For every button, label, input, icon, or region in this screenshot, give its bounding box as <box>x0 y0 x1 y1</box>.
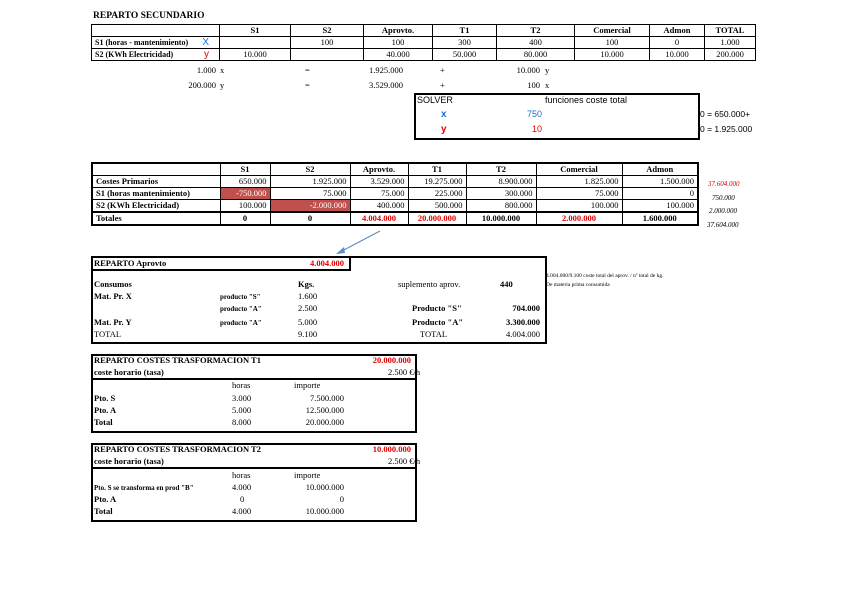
table-cell: 100.000 <box>536 200 622 213</box>
table-cell: 100 <box>291 37 364 49</box>
table-cell: 300.000 <box>466 188 536 200</box>
eq1-b: 1.925.000 <box>369 65 403 75</box>
t2-importe: 0 <box>339 494 344 504</box>
table-cell: 10.000 <box>650 49 705 61</box>
header-cell: T1 <box>408 163 466 176</box>
secundario-title: REPARTO SECUNDARIO <box>93 11 205 21</box>
table-cell: 80.000 <box>497 49 575 61</box>
eq2-b: 3.529.000 <box>369 80 403 90</box>
table-cell: 100 <box>575 37 650 49</box>
table-cell: 0 <box>220 212 270 225</box>
mat-label: Mat. Pr. X <box>94 291 132 301</box>
producto-label: producto "A" <box>220 305 262 313</box>
table-cell: 200.000 <box>705 49 756 61</box>
row-label: S2 (KWh Electricidad) <box>92 200 220 213</box>
producto-label: producto "S" <box>220 293 261 301</box>
t2-row-label: Pto. S se transforma en prod "B" <box>94 484 194 492</box>
kg-value: 2.500 <box>298 303 318 313</box>
table-cell: 100 <box>364 37 433 49</box>
table-cell: 75.000 <box>270 188 350 200</box>
aprovto-total-value: 4.004.000 <box>506 329 540 339</box>
kg-value: 1.600 <box>298 291 318 301</box>
t1-importe: 7.500.000 <box>310 393 344 403</box>
t2-row-label: Pto. A <box>94 494 117 504</box>
table-cell: 8.900.000 <box>466 176 536 188</box>
table-cell: 2.000.000 <box>536 212 622 225</box>
table-cell: 300 <box>433 37 497 49</box>
table-cell: 225.000 <box>408 188 466 200</box>
t2-importe: 10.000.000 <box>305 482 344 492</box>
eq2-a-var: y <box>220 80 225 90</box>
solver-y-value: 10 <box>531 124 542 134</box>
aprovto-total-label: TOTAL <box>420 329 448 339</box>
primarios-header-row <box>92 163 698 176</box>
header-cell: S2 <box>270 163 350 176</box>
table-cell: 40.000 <box>364 49 433 61</box>
side-total-4: 37.604.000 <box>707 221 739 229</box>
t2-horas-header: horas <box>232 470 251 480</box>
table-row <box>92 37 756 49</box>
header-cell: Comercial <box>575 25 650 37</box>
t2-title: REPARTO COSTES TRASFORMACION T2 <box>94 444 261 454</box>
t2-importe: 10.000.000 <box>305 506 344 516</box>
t1-importe: 12.500.000 <box>305 405 344 415</box>
table-row <box>92 176 698 188</box>
table-cell: 1.000 <box>705 37 756 49</box>
row-label-text: S2 (KWh Electricidad) <box>95 50 174 59</box>
variable-y: y <box>204 49 209 60</box>
consumos-header: Consumos <box>94 279 132 289</box>
t1-total: 20.000.000 <box>372 355 411 365</box>
solver-subtitle: funciones coste total <box>545 95 628 105</box>
t1-row-label: Total <box>94 417 113 427</box>
table-cell: 10.000 <box>575 49 650 61</box>
header-cell: Aprovto. <box>350 163 408 176</box>
t2-horas: 4.000 <box>232 482 252 492</box>
table-cell: 1.825.000 <box>536 176 622 188</box>
mat-label: TOTAL <box>94 329 122 339</box>
solver-x-value: 750 <box>526 109 542 119</box>
table-cell: 1.500.000 <box>622 176 698 188</box>
eq2-op: = <box>305 80 310 90</box>
row-label <box>92 49 220 61</box>
kg-value: 9.100 <box>298 329 318 339</box>
table-cell: 10.000.000 <box>466 212 536 225</box>
producto-a-value: 3.300.000 <box>506 317 540 327</box>
variable-x: X <box>202 37 209 48</box>
table-row <box>92 188 698 200</box>
table-cell: 75.000 <box>350 188 408 200</box>
header-cell: Comercial <box>536 163 622 176</box>
t1-title: REPARTO COSTES TRASFORMACION T1 <box>94 355 261 365</box>
producto-a-label: Producto "A" <box>412 317 464 327</box>
table-cell: 100.000 <box>220 200 270 213</box>
table-cell-highlight: -2.000.000 <box>270 200 350 213</box>
producto-label: producto "A" <box>220 319 262 327</box>
mat-label: Mat. Pr. Y <box>94 317 132 327</box>
table-cell: 650.000 <box>220 176 270 188</box>
eq2-a: 200.000 <box>188 80 216 90</box>
row-label: Totales <box>92 212 220 225</box>
row-label <box>92 37 220 49</box>
t1-horas: 8.000 <box>232 417 252 427</box>
table-cell: 100.000 <box>622 200 698 213</box>
t2-total: 10.000.000 <box>372 444 411 454</box>
primarios-table <box>91 162 699 226</box>
header-cell <box>92 25 220 37</box>
table-cell: 19.275.000 <box>408 176 466 188</box>
t2-tasa-label: coste horario (tasa) <box>94 456 164 466</box>
table-cell: 800.000 <box>466 200 536 213</box>
secundario-header-row <box>92 25 756 37</box>
table-cell: 20.000.000 <box>408 212 466 225</box>
t2-horas: 0 <box>240 494 245 504</box>
producto-s-value: 704.000 <box>512 303 540 313</box>
side-total-1: 37.604.000 <box>708 180 740 188</box>
table-cell: 10.000 <box>220 49 291 61</box>
table-cell: 0 <box>622 188 698 200</box>
eq1-c: 10.000 <box>516 65 540 75</box>
header-cell: S2 <box>291 25 364 37</box>
t1-row-label: Pto. A <box>94 405 117 415</box>
kgs-header: Kgs. <box>298 279 315 289</box>
table-cell: 400 <box>497 37 575 49</box>
solver-side-1: 0 = 650.000+ <box>700 109 751 119</box>
header-cell <box>92 163 220 176</box>
solver-title: SOLVER <box>417 95 453 105</box>
eq2-c: 100 <box>527 80 540 90</box>
header-cell: Admon <box>622 163 698 176</box>
solver-y-label: y <box>441 124 447 135</box>
side-total-3: 2.000.000 <box>709 207 737 215</box>
t1-importe: 20.000.000 <box>305 417 344 427</box>
producto-s-label: Producto "S" <box>412 303 462 313</box>
eq1-a: 1.000 <box>196 65 216 75</box>
solver-side-2: 0 = 1.925.000 <box>700 124 753 134</box>
suplemento-label: suplemento aprov. <box>398 279 461 289</box>
t1-horas: 3.000 <box>232 393 252 403</box>
eq2-plus: + <box>440 80 445 90</box>
table-cell <box>291 49 364 61</box>
table-cell: 4.004.000 <box>350 212 408 225</box>
header-cell: T2 <box>466 163 536 176</box>
aprovto-title: REPARTO Aprovto <box>94 258 167 268</box>
solver-x-label: x <box>441 109 447 120</box>
t1-horas-header: horas <box>232 380 251 390</box>
header-cell: T1 <box>433 25 497 37</box>
t2-tasa-value: 2.500 €/h <box>388 456 421 466</box>
t1-importe-header: importe <box>294 380 321 390</box>
table-row <box>92 49 756 61</box>
row-label-text: S1 (horas - mantenimiento) <box>95 38 189 47</box>
kg-value: 5.000 <box>298 317 318 327</box>
eq1-a-var: x <box>220 65 225 75</box>
aprovto-note-2: De materia prima consumida <box>546 282 610 288</box>
row-label: Costes Primarios <box>92 176 220 188</box>
suplemento-value: 440 <box>500 279 513 289</box>
table-cell: 75.000 <box>536 188 622 200</box>
t2-row-label: Total <box>94 506 113 516</box>
eq1-c-var: y <box>545 65 550 75</box>
table-cell: 500.000 <box>408 200 466 213</box>
t1-row-label: Pto. S <box>94 393 116 403</box>
aprovto-total: 4.004.000 <box>310 258 344 268</box>
t1-tasa-value: 2.500 €/h <box>388 367 421 377</box>
secundario-table <box>91 24 756 61</box>
eq1-plus: + <box>440 65 445 75</box>
t2-importe-header: importe <box>294 470 321 480</box>
t2-horas: 4.000 <box>232 506 252 516</box>
table-cell: 400.000 <box>350 200 408 213</box>
table-cell: 0 <box>270 212 350 225</box>
t1-horas: 5.000 <box>232 405 252 415</box>
row-label: S1 (horas mantenimiento) <box>92 188 220 200</box>
table-cell: 1.600.000 <box>622 212 698 225</box>
t1-tasa-label: coste horario (tasa) <box>94 367 164 377</box>
table-cell: 50.000 <box>433 49 497 61</box>
table-cell: 0 <box>650 37 705 49</box>
header-cell: Aprovto. <box>364 25 433 37</box>
header-cell: Admon <box>650 25 705 37</box>
eq2-c-var: x <box>545 80 550 90</box>
table-cell: 1.925.000 <box>270 176 350 188</box>
totals-row <box>92 212 698 225</box>
table-cell-highlight: -750.000 <box>220 188 270 200</box>
arrow-icon <box>330 228 390 258</box>
header-cell: TOTAL <box>705 25 756 37</box>
header-cell: S1 <box>220 163 270 176</box>
table-cell <box>220 37 291 49</box>
side-total-2: 750.000 <box>712 194 735 202</box>
aprovto-note-1: 4.004.000/9.100 coste total del aprov. / nº total de kg. <box>546 273 664 279</box>
header-cell: S1 <box>220 25 291 37</box>
table-row <box>92 200 698 213</box>
table-cell: 3.529.000 <box>350 176 408 188</box>
eq1-op: = <box>305 65 310 75</box>
header-cell: T2 <box>497 25 575 37</box>
